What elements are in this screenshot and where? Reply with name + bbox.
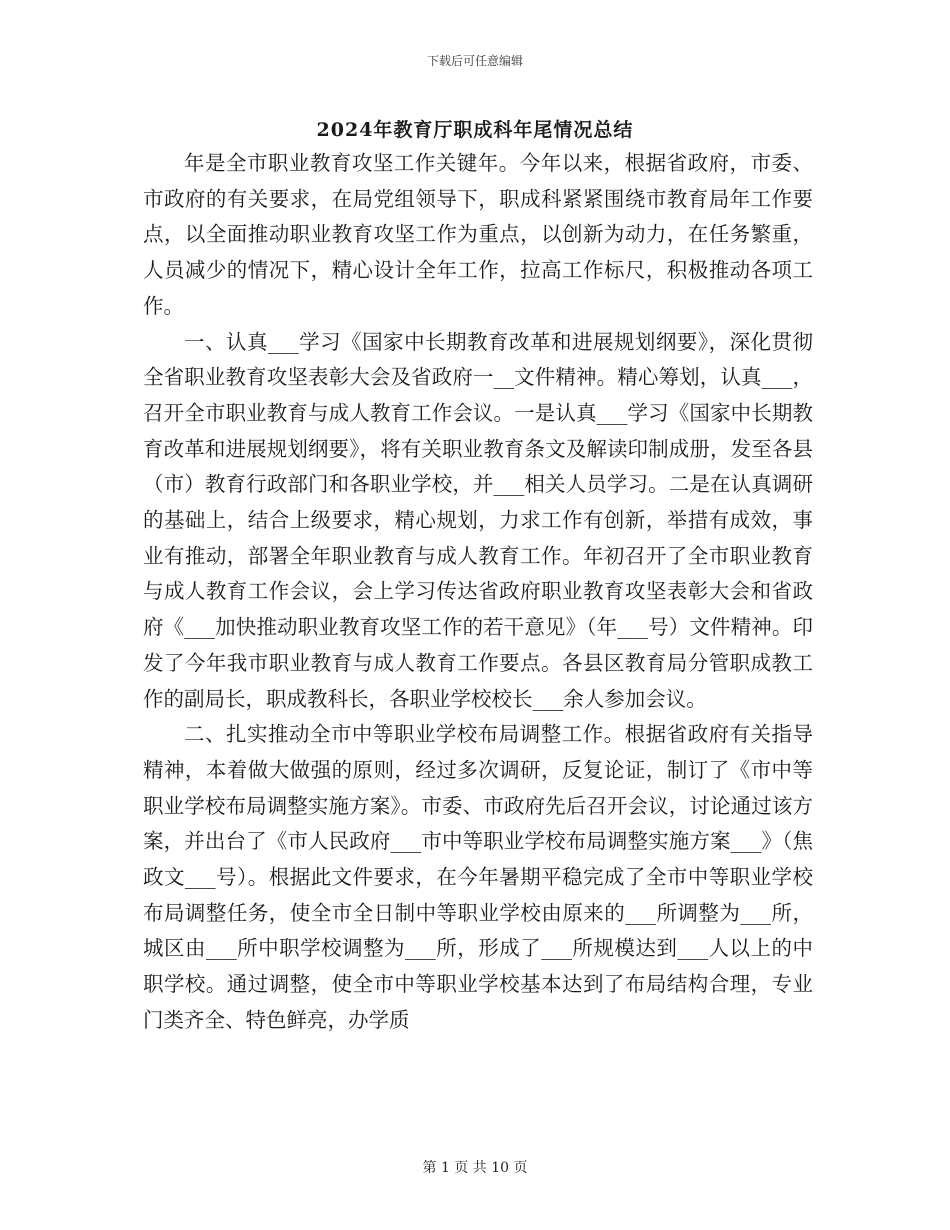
paragraph-intro: 年是全市职业教育攻坚工作关键年。今年以来，根据省政府，市委、市政府的有关要求，在局党组领导下，职成科紧紧围绕市教育局年工作要点，以全面推动职业教育攻坚工作为重点，以创新为动力，在任务繁重，人员减少的情况下，精心设计全年工作，拉高工作标尺，积极推动各项工作。: [143, 151, 813, 318]
header-note: 下载后可任意编辑: [426, 54, 523, 68]
paragraph-section-1: 一、认真___学习《国家中长期教育改革和进展规划纲要》，深化贯彻全省职业教育攻坚表彰大会及省政府一__文件精神。精心筹划，认真___，召开全市职业教育与成人教育工作会议。一是认真___学习《国家中长期教育改革和进展规划纲要》，将有关职业教育条文及解读印制成册，发至各县（市）教育行政部门和各职业学校，并___相关人员学习。二是在认真调研的基础上，结合上级要求，精心规划，力求工作有创新，举措有成效，事业有推动，部署全年职业教育与成人教育工作。年初召开了全市职业教育与成人教育工作会议，会上学习传达省政府职业教育攻坚表彰大会和省政府《___加快推动职业教育攻坚工作的若干意见》（年___号）文件精神。印发了今年我市职业教育与成人教育工作要点。各县区教育局分管职成教工作的副局长，职成教科长，各职业学校校长___余人参加会议。: [143, 329, 813, 711]
page-number: 第 1 页 共 10 页: [422, 1160, 528, 1176]
document-title: 2024年教育厅职成科年尾情况总结: [316, 119, 634, 141]
document-body: [143, 146, 813, 1039]
paragraph-section-2: 二、扎实推动全市中等职业学校布局调整工作。根据省政府有关指导精神，本着做大做强的原则，经过多次调研，反复论证，制订了《市中等职业学校布局调整实施方案》。市委、市政府先后召开会议，讨论通过该方案，并出台了《市人民政府___市中等职业学校布局调整实施方案___》（焦政文___号）。根据此文件要求，在今年暑期平稳完成了全市中等职业学校布局调整任务，使全市全日制中等职业学校由原来的___所调整为___所，城区由___所中职学校调整为___所，形成了___所规模达到___人以上的中职学校。通过调整，使全市中等职业学校基本达到了布局结构合理，专业门类齐全、特色鲜亮，办学质: [143, 722, 813, 1032]
